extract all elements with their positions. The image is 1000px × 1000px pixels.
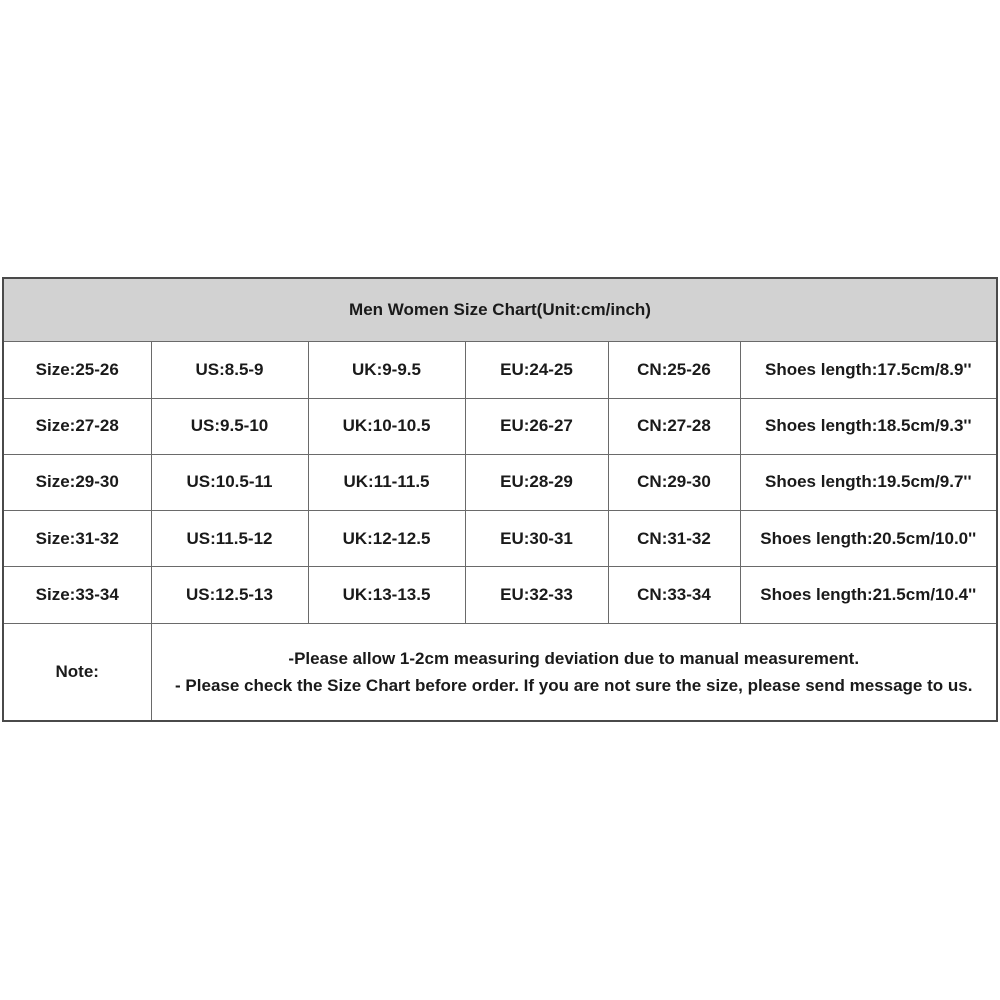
table-row (4, 342, 996, 398)
uk-size-cell: UK:13-13.5 (308, 567, 465, 623)
size-chart-title: Men Women Size Chart(Unit:cm/inch) (4, 279, 996, 342)
shoe-length-cell: Shoes length:19.5cm/9.7'' (740, 454, 996, 510)
uk-size-cell: UK:11-11.5 (308, 454, 465, 510)
table-row (4, 511, 996, 567)
us-size-cell: US:12.5-13 (151, 567, 308, 623)
size-cell: Size:25-26 (4, 342, 151, 398)
uk-size-cell: UK:9-9.5 (308, 342, 465, 398)
cn-size-cell: CN:25-26 (608, 342, 740, 398)
eu-size-cell: EU:26-27 (465, 398, 608, 454)
table-row (4, 567, 996, 623)
shoe-length-cell: Shoes length:20.5cm/10.0'' (740, 511, 996, 567)
table-row (4, 398, 996, 454)
size-chart-table (4, 279, 996, 720)
shoe-length-cell: Shoes length:18.5cm/9.3'' (740, 398, 996, 454)
table-row (4, 454, 996, 510)
us-size-cell: US:11.5-12 (151, 511, 308, 567)
size-cell: Size:27-28 (4, 398, 151, 454)
eu-size-cell: EU:24-25 (465, 342, 608, 398)
eu-size-cell: EU:32-33 (465, 567, 608, 623)
eu-size-cell: EU:30-31 (465, 511, 608, 567)
size-cell: Size:33-34 (4, 567, 151, 623)
note-row (4, 623, 996, 720)
cn-size-cell: CN:33-34 (608, 567, 740, 623)
us-size-cell: US:10.5-11 (151, 454, 308, 510)
uk-size-cell: UK:12-12.5 (308, 511, 465, 567)
us-size-cell: US:8.5-9 (151, 342, 308, 398)
note-line: - Please check the Size Chart before order. If you are not sure the size, please send message to us. (175, 675, 973, 695)
size-cell: Size:29-30 (4, 454, 151, 510)
shoe-length-cell: Shoes length:17.5cm/8.9'' (740, 342, 996, 398)
cn-size-cell: CN:31-32 (608, 511, 740, 567)
note-text (151, 623, 996, 720)
uk-size-cell: UK:10-10.5 (308, 398, 465, 454)
cn-size-cell: CN:29-30 (608, 454, 740, 510)
size-chart (2, 277, 998, 722)
note-line: -Please allow 1-2cm measuring deviation due to manual measurement. (288, 648, 860, 668)
note-label: Note: (4, 623, 151, 720)
shoe-length-cell: Shoes length:21.5cm/10.4'' (740, 567, 996, 623)
cn-size-cell: CN:27-28 (608, 398, 740, 454)
us-size-cell: US:9.5-10 (151, 398, 308, 454)
eu-size-cell: EU:28-29 (465, 454, 608, 510)
size-cell: Size:31-32 (4, 511, 151, 567)
